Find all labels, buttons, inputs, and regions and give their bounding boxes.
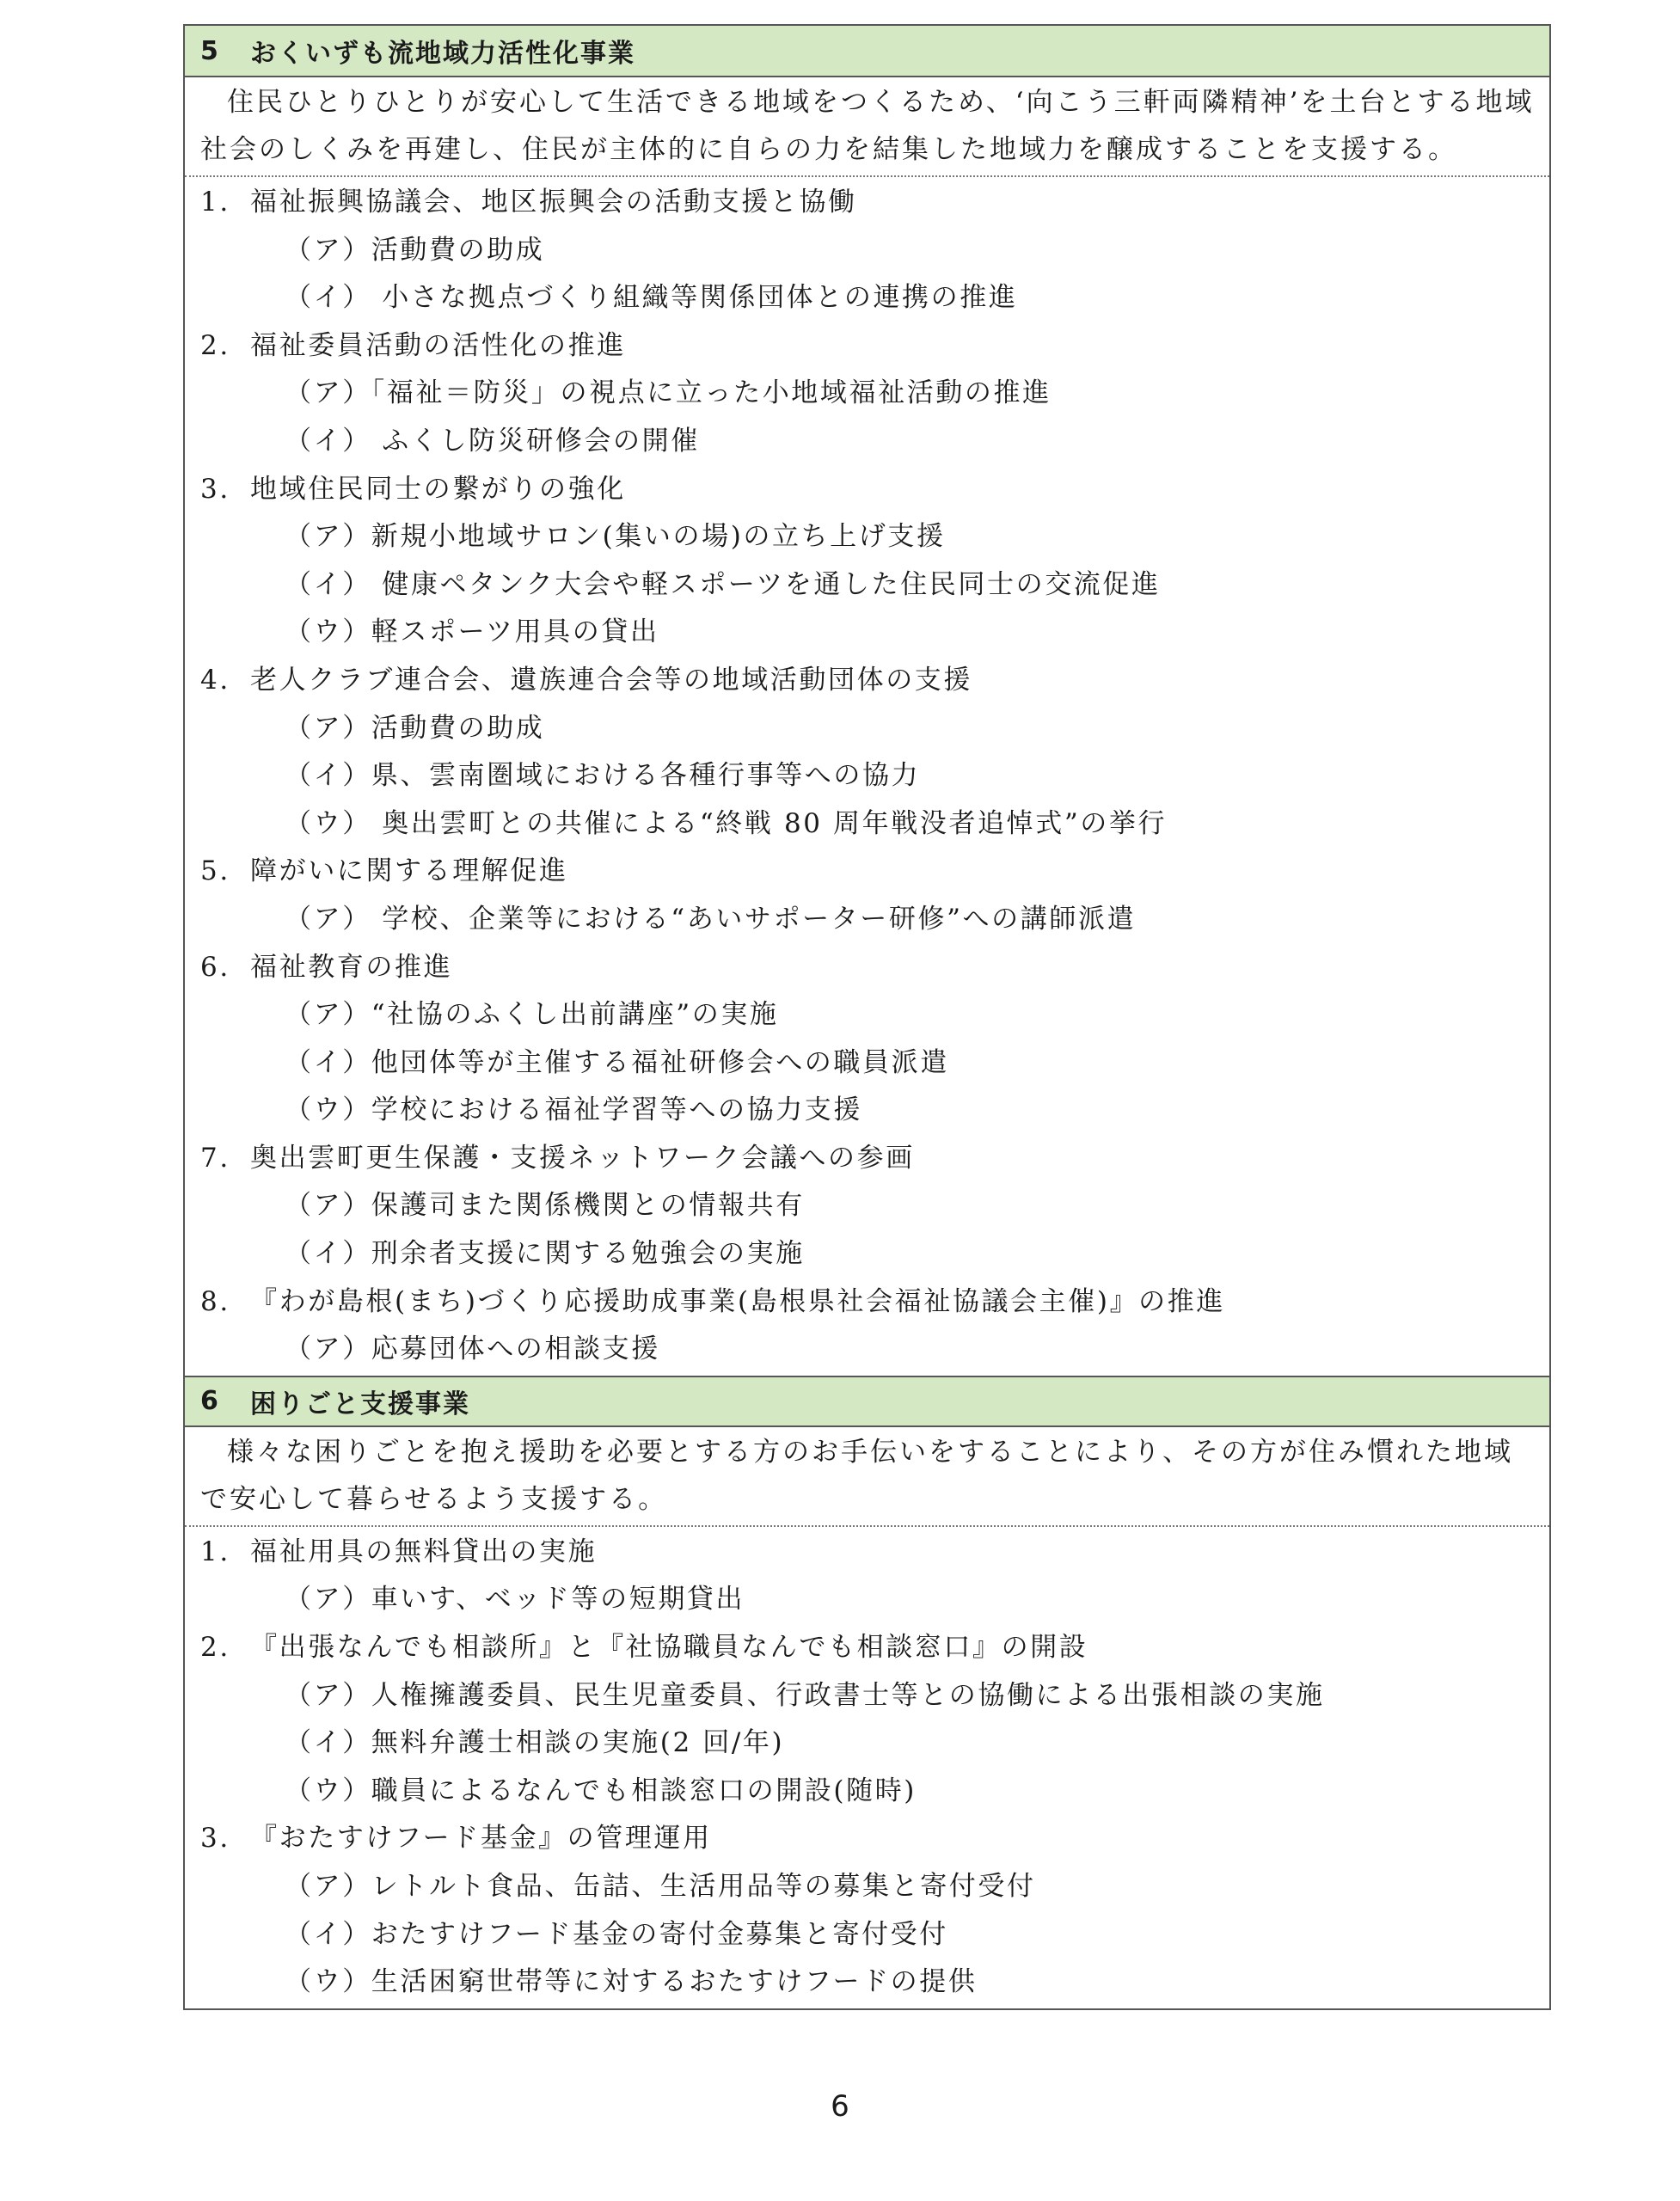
section-6-list [185,1527,1549,2008]
list-item [200,1815,1536,1863]
list-subitem: （ア）“社協のふくし出前講座”の実施 [285,999,779,1031]
list-item-number: 3. [200,1823,230,1855]
list-item [200,466,1536,514]
list-item [200,657,1536,705]
list-item-text: 福祉振興協議会、地区振興会の活動支援と協働 [250,187,857,218]
list-subitem: （イ）刑余者支援に関する勉強会の実施 [285,1238,805,1270]
list-item-text: 『出張なんでも相談所』と『社協職員なんでも相談窓口』の開設 [250,1632,1088,1664]
list-subitem: （ア）新規小地域サロン(集いの場)の立ち上げ支援 [285,521,946,553]
list-item-number: 1. [200,1536,230,1567]
list-subitem: （イ） 小さな拠点づくり組織等関係団体との連携の推進 [285,282,1018,314]
list-item [200,1529,1536,1577]
list-item-text: 『おたすけフード基金』の管理運用 [250,1823,712,1855]
list-subitem: （ア） 学校、企業等における“あいサポーター研修”への講師派遣 [285,903,1137,935]
list-subitem: （ウ）職員によるなんでも相談窓口の開設(随時) [285,1775,917,1806]
list-subitem: （ウ） 奥出雲町との共催による“終戦 80 周年戦没者追悼式”の挙行 [285,807,1168,839]
list-item-text: 福祉教育の推進 [250,951,453,983]
page-number: 6 [831,2089,849,2124]
section-6-number: 6 [200,1386,220,1417]
list-item [200,1135,1536,1183]
list-item [200,1624,1536,1672]
list-item-text: 福祉用具の無料貸出の実施 [250,1536,598,1567]
section-5-list [185,177,1549,1376]
section-5-title: おくいずも流地域力活性化事業 [250,39,635,69]
list-item-number: 2. [200,329,230,361]
list-subitem: （ア）応募団体への相談支援 [285,1333,660,1365]
list-item-number: 6. [200,951,230,983]
list-item-text: 福祉委員活動の活性化の推進 [250,329,626,361]
list-subitem: （ア）人権擁護委員、民生児童委員、行政書士等との協働による出張相談の実施 [285,1679,1325,1711]
list-item [200,848,1536,896]
list-subitem: （ア）車いす、ベッド等の短期貸出 [285,1584,745,1615]
list-subitem: （イ）おたすけフード基金の寄付金募集と寄付受付 [285,1918,948,1950]
list-subitem: （ア）「福祉＝防災」の視点に立った小地域福祉活動の推進 [285,377,1052,409]
list-subitem: （ア）活動費の助成 [285,234,545,266]
document-table [183,24,1551,2010]
list-item [200,944,1536,992]
list-subitem: （ウ）生活困窮世帯等に対するおたすけフードの提供 [285,1966,978,1998]
section-5-header [185,26,1549,77]
section-6-header [185,1376,1549,1427]
list-item-number: 5. [200,855,230,887]
list-subitem: （ウ）学校における福祉学習等への協力支援 [285,1094,862,1126]
list-subitem: （ア）保護司また関係機関との情報共有 [285,1190,805,1222]
list-subitem: （イ）他団体等が主催する福祉研修会への職員派遣 [285,1046,949,1078]
list-subitem: （イ）無料弁護士相談の実施(2 回/年) [285,1727,785,1759]
list-subitem: （ア）レトルト食品、缶詰、生活用品等の募集と寄付受付 [285,1871,1036,1902]
list-subitem: （イ）県、雲南圏域における各種行事等への協力 [285,760,921,792]
list-item-number: 2. [200,1632,230,1664]
list-item-number: 3. [200,473,230,505]
list-item-number: 7. [200,1142,230,1174]
section-5-intro: 住民ひとりひとりが安心して生活できる地域をつくるため、‘向こう三軒両隣精神’を土台とする地域社会のしくみを再建し、住民が主体的に自らの力を結集した地域力を醸成することを支援する。 [185,77,1549,177]
list-item [200,322,1536,371]
list-item [200,1278,1536,1327]
section-5-number: 5 [200,35,220,66]
list-item-text: 『わが島根(まち)づくり応援助成事業(島根県社会福祉協議会主催)』の推進 [250,1285,1225,1317]
list-item-number: 4. [200,664,230,696]
list-item-number: 1. [200,187,230,218]
section-6-title: 困りごと支援事業 [250,1389,470,1419]
list-subitem: （イ） 健康ペタンク大会や軽スポーツを通した住民同士の交流促進 [285,568,1161,600]
list-subitem: （イ） ふくし防災研修会の開催 [285,425,700,457]
list-item-text: 地域住民同士の繋がりの強化 [250,473,626,505]
list-item-text: 老人クラブ連合会、遺族連合会等の地域活動団体の支援 [250,664,972,696]
list-subitem: （ウ）軽スポーツ用具の貸出 [285,616,659,648]
list-item-text: 奥出雲町更生保護・支援ネットワーク会議への参画 [250,1142,915,1174]
list-item-number: 8. [200,1285,230,1317]
list-subitem: （ア）活動費の助成 [285,712,545,744]
list-item-text: 障がいに関する理解促進 [250,855,568,887]
list-item [200,179,1536,227]
section-6-intro: 様々な困りごとを抱え援助を必要とする方のお手伝いをすることにより、その方が住み慣れた地域で安心して暮らせるよう支援する。 [185,1427,1549,1527]
